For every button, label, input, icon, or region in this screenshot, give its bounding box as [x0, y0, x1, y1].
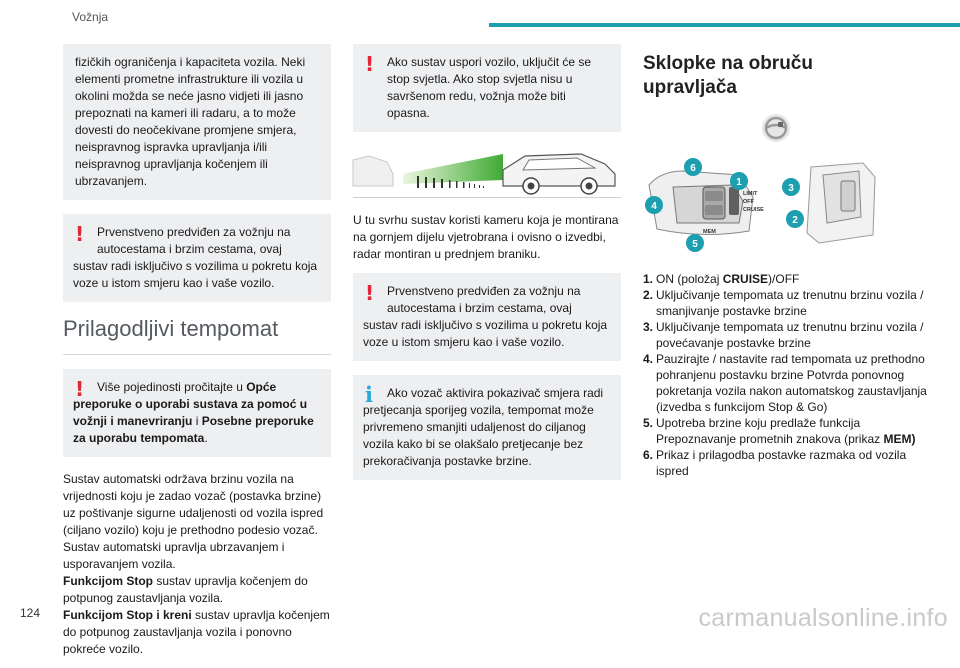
callout-5: 5 [692, 239, 698, 250]
warning-icon: ! [75, 222, 85, 246]
list-item-number: 1. [643, 272, 654, 286]
info-box [353, 375, 621, 480]
steering-wheel-icon [760, 112, 792, 144]
switch-label-mem: MEM [703, 229, 716, 235]
list-item-text: Pauzirajte / nastavite rad tempomata uz prethodno pohranjenu postavku brzine Potvrda ponovnog pokretanja vozila nakon automatskog zaustavljanja (izvedba s funkcijom Stop & Go) [656, 352, 927, 414]
list-item-number: 3. [643, 320, 654, 334]
callout-3: 3 [788, 183, 794, 194]
list-item [643, 319, 938, 351]
list-item [643, 287, 938, 319]
callout-6: 6 [690, 163, 696, 174]
switch-diagram [643, 157, 938, 253]
list-item-text: Upotreba brzine koju predlaže funkcija Prepoznavanje prometnih znakova (prikaz MEM) [656, 416, 916, 446]
callout-4: 4 [651, 201, 657, 212]
radar-illustration [353, 146, 621, 198]
controls-list [643, 271, 938, 479]
section-label: Vožnja [72, 10, 109, 24]
header-accent-bar [489, 23, 960, 27]
controls-heading: Sklopke na obruču upravljača [643, 53, 813, 98]
list-item-text: Uključivanje tempomata uz trenutnu brzinu vozila / smanjivanje postavke brzine [656, 288, 924, 318]
list-item-number: 5. [643, 416, 654, 430]
callout-2: 2 [792, 215, 798, 226]
section-heading: Prilagodljivi tempomat [63, 316, 331, 355]
info-icon: i [365, 382, 373, 407]
steering-switch-diagram [643, 157, 938, 253]
warning2-text: Više pojedinosti pročitajte u Opće preporuke o uporabi sustava za pomoć u vožnji i manevriranju i Posebne preporuke za uporabu tempomata. [73, 380, 314, 445]
warning-box-1 [63, 214, 331, 302]
warning-text-line1: Prvenstveno predviđen za vožnju na autocestama i brzim cestama, ovaj [97, 225, 291, 256]
warning-text-line1: Prvenstveno predviđen za vožnju na autocestama i brzim cestama, ovaj [387, 284, 581, 315]
list-item-text: Prikaz i prilagodba postavke razmaka od vozila ispred [656, 448, 907, 478]
watermark: carmanualsonline.info [698, 604, 948, 632]
switch-label-off: OFF [743, 199, 754, 205]
switch-label-cruise: CRUISE [743, 207, 764, 213]
list-item-number: 2. [643, 288, 654, 302]
list-item-text: ON (položaj CRUISE)/OFF [656, 272, 800, 286]
warning-box-3 [353, 44, 621, 132]
info-text: Ako vozač aktivira pokazivač smjera radi pretjecanja sporijeg vozila, tempomat može privremeno smanjiti udaljenost do ciljanog vozila kako bi se olakšalo pretjecanje bez prekoračivanja postavke brzine. [363, 386, 604, 468]
switch-label-limit: LIMIT [743, 191, 758, 197]
column-2 [353, 44, 621, 494]
warning-icon: ! [365, 52, 375, 76]
warning-box-4 [353, 273, 621, 361]
continuation-text: fizičkih ograničenja i kapaciteta vozila. Neki elementi prometne infrastrukture ili vozila u okolini možda se neće jasno vidjeti ili jasno prepoznati na kameri ili radaru, a to može dovesti do neočekivane promjene smjera, neispravnog ispravka upravljanja i/ili neispravnog upravljanja kočenjem ili ubrzavanjem. [75, 55, 306, 188]
list-item [643, 351, 938, 415]
list-item-text: Uključivanje tempomata uz trenutnu brzinu vozila / povećavanje postavke brzine [656, 320, 924, 350]
list-item [643, 415, 938, 447]
warning-text-rest: sustav radi isključivo s vozilima u pokretu koja voze u istom smjeru kao i vaše vozilo. [363, 318, 608, 349]
warning-text-rest: sustav radi isključivo s vozilima u pokretu koja voze u istom smjeru kao i vaše vozilo. [73, 259, 318, 290]
column-1 [63, 44, 331, 668]
vehicle-distance-illustration [353, 146, 621, 198]
callout-1: 1 [736, 177, 742, 188]
continuation-box [63, 44, 331, 200]
warning-text: Ako sustav uspori vozilo, uključit će se stop svjetla. Ako stop svjetla nisu u savršenom redu, vožnja može biti opasna. [387, 55, 592, 120]
column-3 [643, 44, 938, 479]
paragraph: U tu svrhu sustav koristi kameru koja je montirana na gornjem dijelu vjetrobrana i ovisno o izvedbi, radar montiran u prednjem braniku. [353, 213, 619, 261]
list-item [643, 447, 938, 479]
warning-icon: ! [75, 377, 85, 401]
warning-icon: ! [365, 281, 375, 305]
warning-box-2 [63, 369, 331, 457]
list-item-number: 6. [643, 448, 654, 462]
list-item-number: 4. [643, 352, 654, 366]
list-item [643, 271, 938, 287]
page-number: 124 [20, 606, 41, 620]
paragraph: Sustav automatski održava brzinu vozila na vrijednosti koju je zadao vozač (postavka brzine) uz poštivanje sigurne udaljenosti od vozila ispred (ciljano vozilo) koju je prethodno podesio vozač. Sustav automatski upravlja ubrzavanjem i usporavanjem vozila. Funkcijom Stop sustav upravlja kočenjem do potpunog zaustavljanja vozila. Funkcijom Stop i kreni sustav upravlja kočenjem do potpunog zaustavljanja vozila i ponovno pokreće vozilo. [63, 472, 330, 656]
